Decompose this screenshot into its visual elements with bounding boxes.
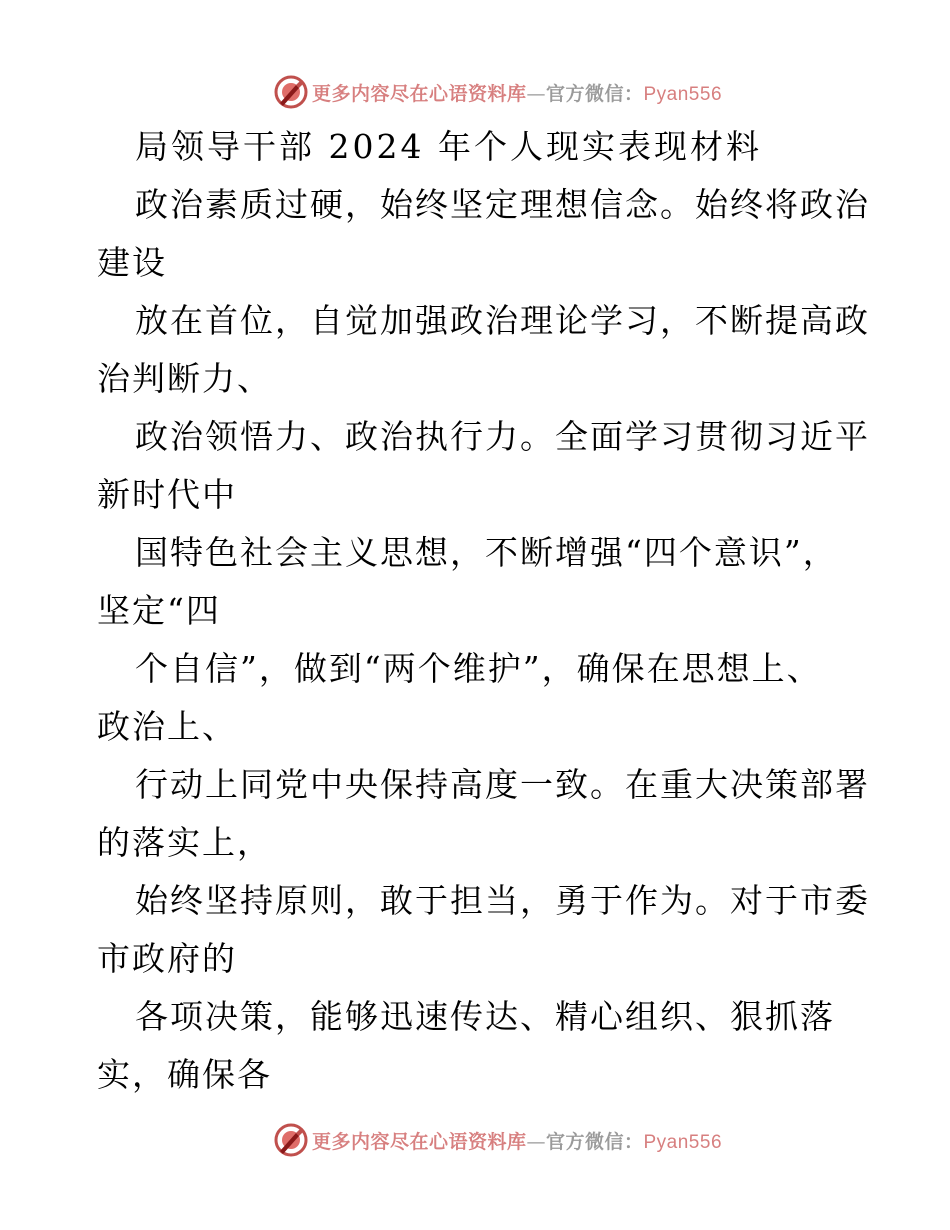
watermark-brand: 更多内容尽在心语资料库 [311, 82, 527, 105]
pen-seal-logo-icon [274, 75, 308, 109]
paragraph-line: 政治领悟力、政治执行力。全面学习贯彻习近平 [135, 417, 870, 456]
paragraph-line: 坚定“四 [97, 591, 221, 630]
paragraph-line: 政治素质过硬，始终坚定理想信念。始终将政治 [135, 185, 870, 224]
watermark-text [312, 79, 722, 106]
watermark-banner-bottom [0, 1120, 950, 1160]
paragraph-line: 政治上、 [97, 707, 237, 746]
watermark-text [312, 1127, 722, 1154]
watermark-official-label: 官方微信： [545, 1130, 644, 1153]
paragraph-line: 放在首位，自觉加强政治理论学习，不断提高政 [135, 301, 870, 340]
paragraph-line: 的落实上， [97, 823, 272, 862]
watermark-brand: 更多内容尽在心语资料库 [311, 1130, 527, 1153]
paragraph-line: 各项决策，能够迅速传达、精心组织、狠抓落 [135, 997, 835, 1036]
paragraph-line: 建设 [97, 243, 167, 282]
paragraph-line: 行动上同党中央保持高度一致。在重大决策部署 [135, 765, 870, 804]
paragraph-line: 市政府的 [97, 939, 237, 978]
watermark-separator: — [526, 1130, 546, 1153]
watermark-wechat-id: Pyan556 [643, 83, 723, 105]
watermark-wechat-id: Pyan556 [643, 1131, 723, 1153]
paragraph-line: 治判断力、 [97, 359, 272, 398]
watermark-separator: — [526, 82, 546, 105]
pen-seal-logo-icon [274, 1123, 308, 1157]
document-title: 局领导干部 2024 年个人现实表现材料 [135, 127, 762, 166]
paragraph-line: 个自信”，做到“两个维护”，确保在思想上、 [135, 649, 822, 688]
paragraph-line: 始终坚持原则，敢于担当，勇于作为。对于市委 [135, 881, 870, 920]
watermark-banner-top [0, 72, 950, 112]
paragraph-line: 国特色社会主义思想，不断增强“四个意识”， [135, 533, 838, 572]
watermark-official-label: 官方微信： [545, 82, 644, 105]
paragraph-line: 新时代中 [97, 475, 237, 514]
paragraph-line: 实，确保各 [97, 1055, 272, 1094]
